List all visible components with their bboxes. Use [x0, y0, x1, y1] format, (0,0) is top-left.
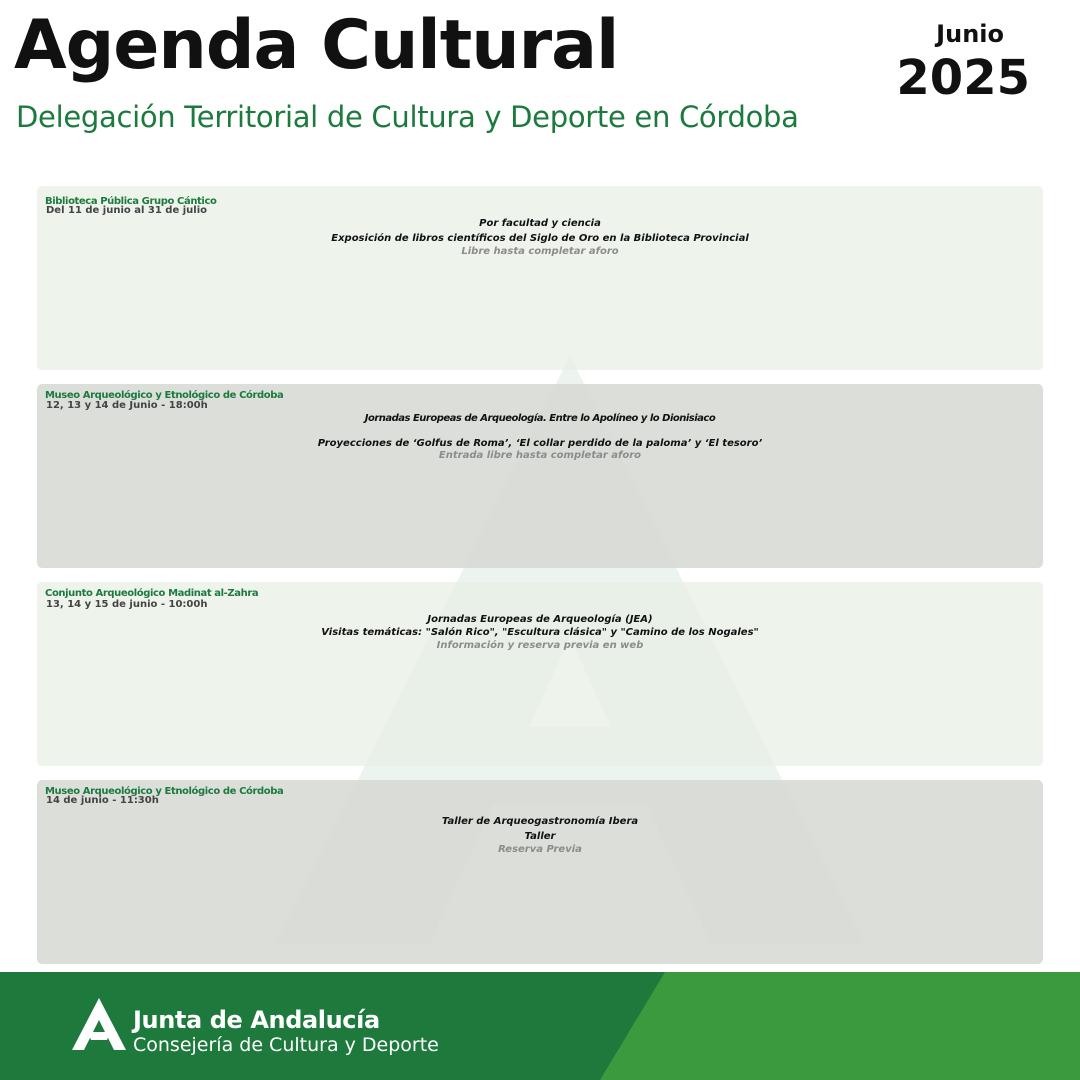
- event-description: Exposición de libros científicos del Siglo de Oro en la Biblioteca Provincial: [331, 233, 749, 244]
- event-access: Información y reserva previa en web: [436, 640, 644, 651]
- event-title: Jornadas Europeas de Arqueología. Entre lo Apolíneo y lo Dionisiaco: [364, 413, 716, 424]
- event-title: Por facultad y ciencia: [479, 218, 601, 229]
- event-description: Visitas temáticas: "Salón Rico", "Escultura clásica" y "Camino de los Nogales": [321, 627, 759, 638]
- event-venue: Museo Arqueológico y Etnológico de Córdoba: [45, 390, 284, 401]
- event-venue: Biblioteca Pública Grupo Cántico: [45, 196, 217, 207]
- org-name: Junta de Andalucía: [133, 1006, 380, 1034]
- event-description: Proyecciones de ‘Golfus de Roma’, ‘El collar perdido de la paloma’ y ‘El tesoro’: [317, 438, 763, 449]
- page-subtitle: Delegación Territorial de Cultura y Deporte en Córdoba: [16, 100, 799, 134]
- date-month: Junio: [936, 20, 1004, 48]
- event-access: Reserva Previa: [498, 844, 582, 855]
- event-title: Jornadas Europeas de Arqueología (JEA): [427, 614, 653, 625]
- date-year: 2025: [896, 50, 1030, 106]
- junta-logo-icon: [70, 996, 128, 1052]
- page-title: Agenda Cultural: [14, 6, 619, 85]
- event-description: Taller: [524, 831, 556, 842]
- event-venue: Conjunto Arqueológico Madinat al-Zahra: [45, 588, 259, 599]
- event-card: [37, 582, 1043, 766]
- event-access: Entrada libre hasta completar aforo: [438, 450, 642, 461]
- event-card: [37, 780, 1043, 964]
- event-title: Taller de Arqueogastronomía Ibera: [441, 816, 639, 827]
- events-list: [37, 186, 1043, 978]
- event-card: [37, 186, 1043, 370]
- org-department: Consejería de Cultura y Deporte: [133, 1034, 439, 1056]
- event-access: Libre hasta completar aforo: [461, 246, 619, 257]
- event-date: 12, 13 y 14 de Junio - 18:00h: [46, 400, 208, 411]
- event-date: Del 11 de junio al 31 de julio: [46, 205, 208, 216]
- event-date: 13, 14 y 15 de junio - 10:00h: [46, 599, 208, 610]
- footer-bar: [0, 972, 1080, 1080]
- event-date: 14 de junio - 11:30h: [46, 795, 159, 806]
- event-venue: Museo Arqueológico y Etnológico de Córdoba: [45, 786, 284, 797]
- event-card: [37, 384, 1043, 568]
